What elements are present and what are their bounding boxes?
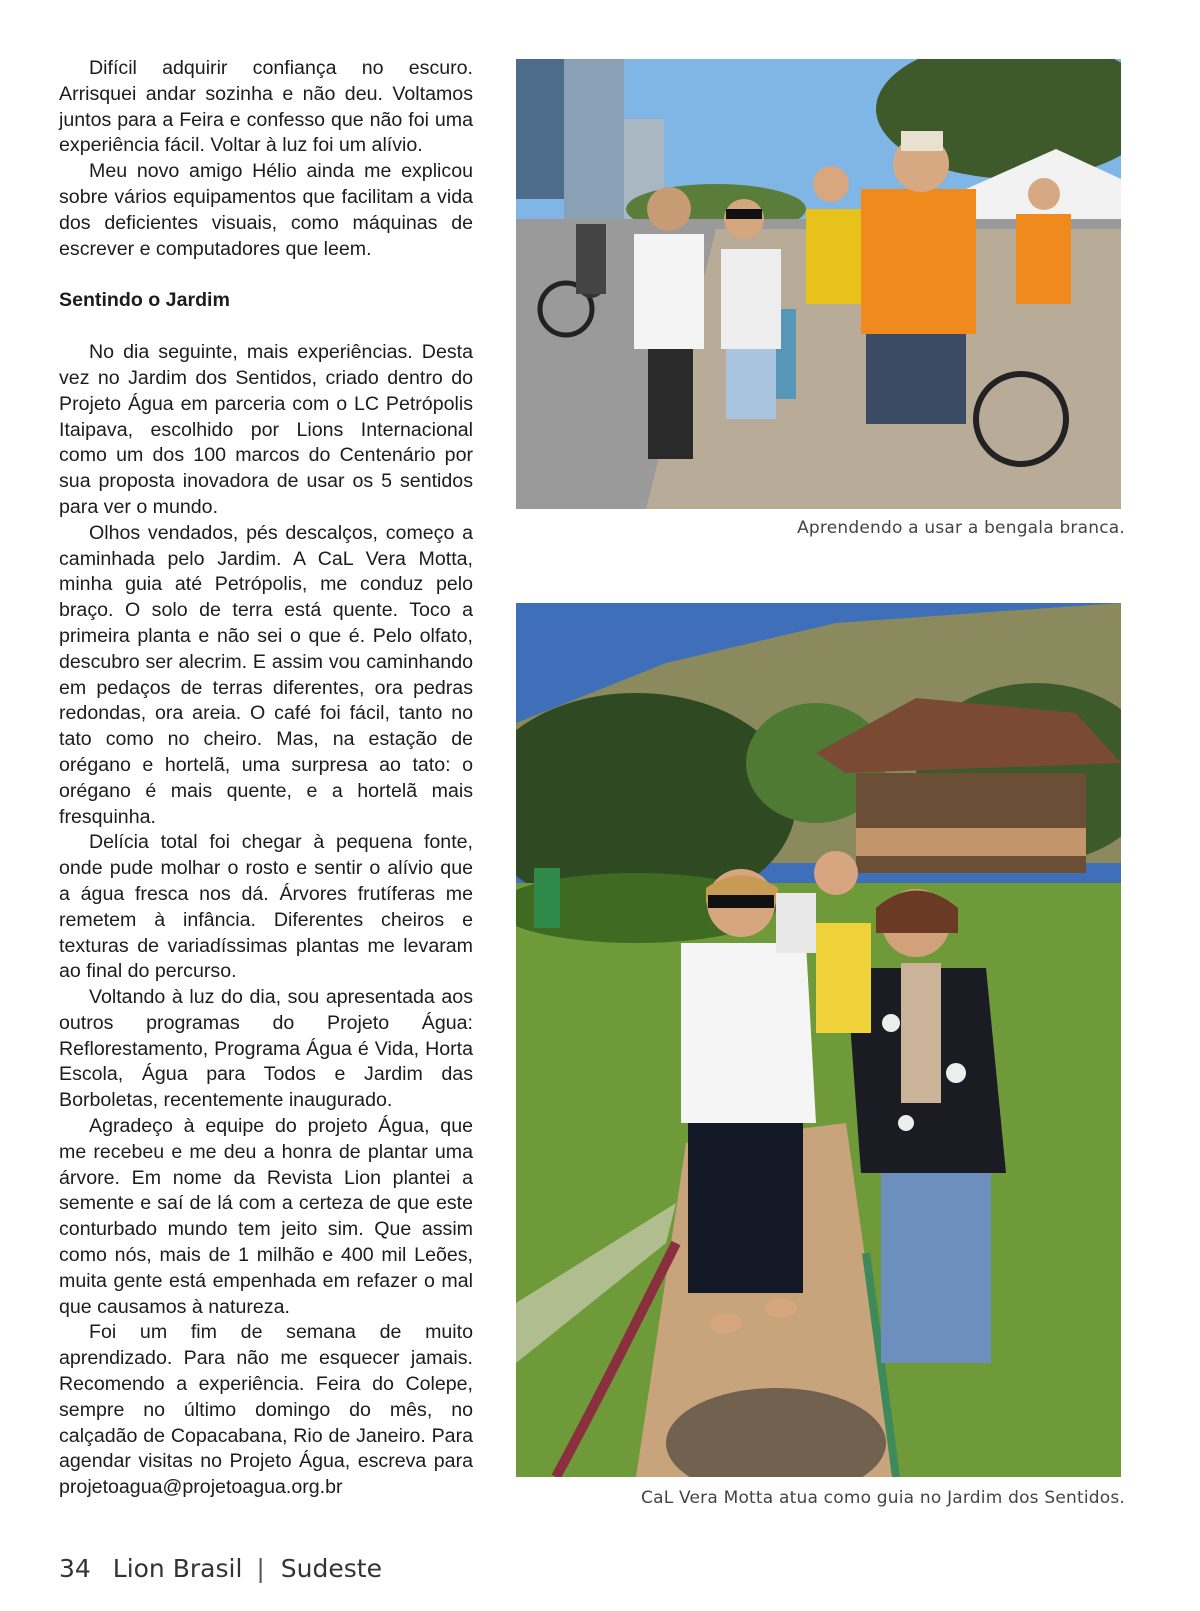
paragraph: Olhos vendados, pés descalços, começo a caminhada pelo Jardim. A CaL Vera Motta, minha guia até Petrópolis, me conduz pelo braço. O solo de terra está quente. Toco a primeira planta e não sei o que é. Pelo olfato, descubro ser alecrim. E assim vou caminhando em pedaços de terras diferentes, ora pedras redondas, ora areia. O café foi fácil, tanto no tato como no cheiro. Mas, na estação de orégano e hortelã, uma surpresa ao tato: o orégano é mais quente, e a hortelã mais fresquinha. xyxy=(59,521,473,828)
photo-caption: Aprendendo a usar a bengala branca. xyxy=(797,518,1125,538)
section-heading: Sentindo o Jardim xyxy=(59,289,230,312)
page-footer xyxy=(59,1554,396,1583)
magazine-name: Lion Brasil xyxy=(112,1554,243,1583)
photo-garden-walk xyxy=(516,603,1121,1477)
paragraph: Difícil adquirir confiança no escuro. Arrisquei andar sozinha e não deu. Voltamos juntos para a Feira e confesso que não foi uma experiência fácil. Voltar à luz foi um alívio. xyxy=(59,57,473,157)
footer-separator: | xyxy=(256,1554,265,1583)
paragraph: Delícia total foi chegar à pequena fonte, onde pude molhar o rosto e sentir o alívio que a água fresca nos dá. Árvores frutíferas me remetem à infância. Diferentes cheiros e texturas de variadíssimas plantas me levaram ao final do percurso. xyxy=(59,831,473,983)
photo-street-fair xyxy=(516,59,1121,509)
article-text xyxy=(59,56,473,1501)
paragraph: Meu novo amigo Hélio ainda me explicou sobre vários equipamentos que facilitam a vida dos deficientes visuais, como máquinas de escrever e computadores que leem. xyxy=(59,160,473,260)
paragraph: Foi um fim de semana de muito aprendizado. Para não me esquecer jamais. Recomendo a experiência. Feira do Colepe, sempre no último domingo do mês, no calçadão de Copacabana, Rio de Janeiro. Para agendar visitas no Projeto Água, escreva para projetoagua@projetoagua.org.br xyxy=(59,1321,473,1499)
page-number: 34 xyxy=(59,1554,91,1583)
paragraph: Voltando à luz do dia, sou apresentada aos outros programas do Projeto Água: Reflorestamento, Programa Água é Vida, Horta Escola, Água para Todos e Jardim das Borboletas, recentemente inaugurado. xyxy=(59,986,473,1112)
paragraph: No dia seguinte, mais experiências. Desta vez no Jardim dos Sentidos, criado dentro do Projeto Água em parceria com o LC Petrópolis Itaipava, escolhido por Lions Internacional como um dos 100 marcos do Centenário por sua proposta inovadora de usar os 5 sentidos para ver o mundo. xyxy=(59,341,473,518)
region-name: Sudeste xyxy=(280,1554,382,1583)
photo-caption: CaL Vera Motta atua como guia no Jardim dos Sentidos. xyxy=(641,1488,1125,1508)
paragraph: Agradeço à equipe do projeto Água, que me recebeu e me deu a honra de plantar uma árvore. Em nome da Revista Lion plantei a semente e saí de lá com a certeza de que este conturbado mundo tem jeito sim. Que assim como nós, mais de 1 milhão e 400 mil Leões, muita gente está empenhada em refazer o mal que causamos à natureza. xyxy=(59,1115,473,1318)
